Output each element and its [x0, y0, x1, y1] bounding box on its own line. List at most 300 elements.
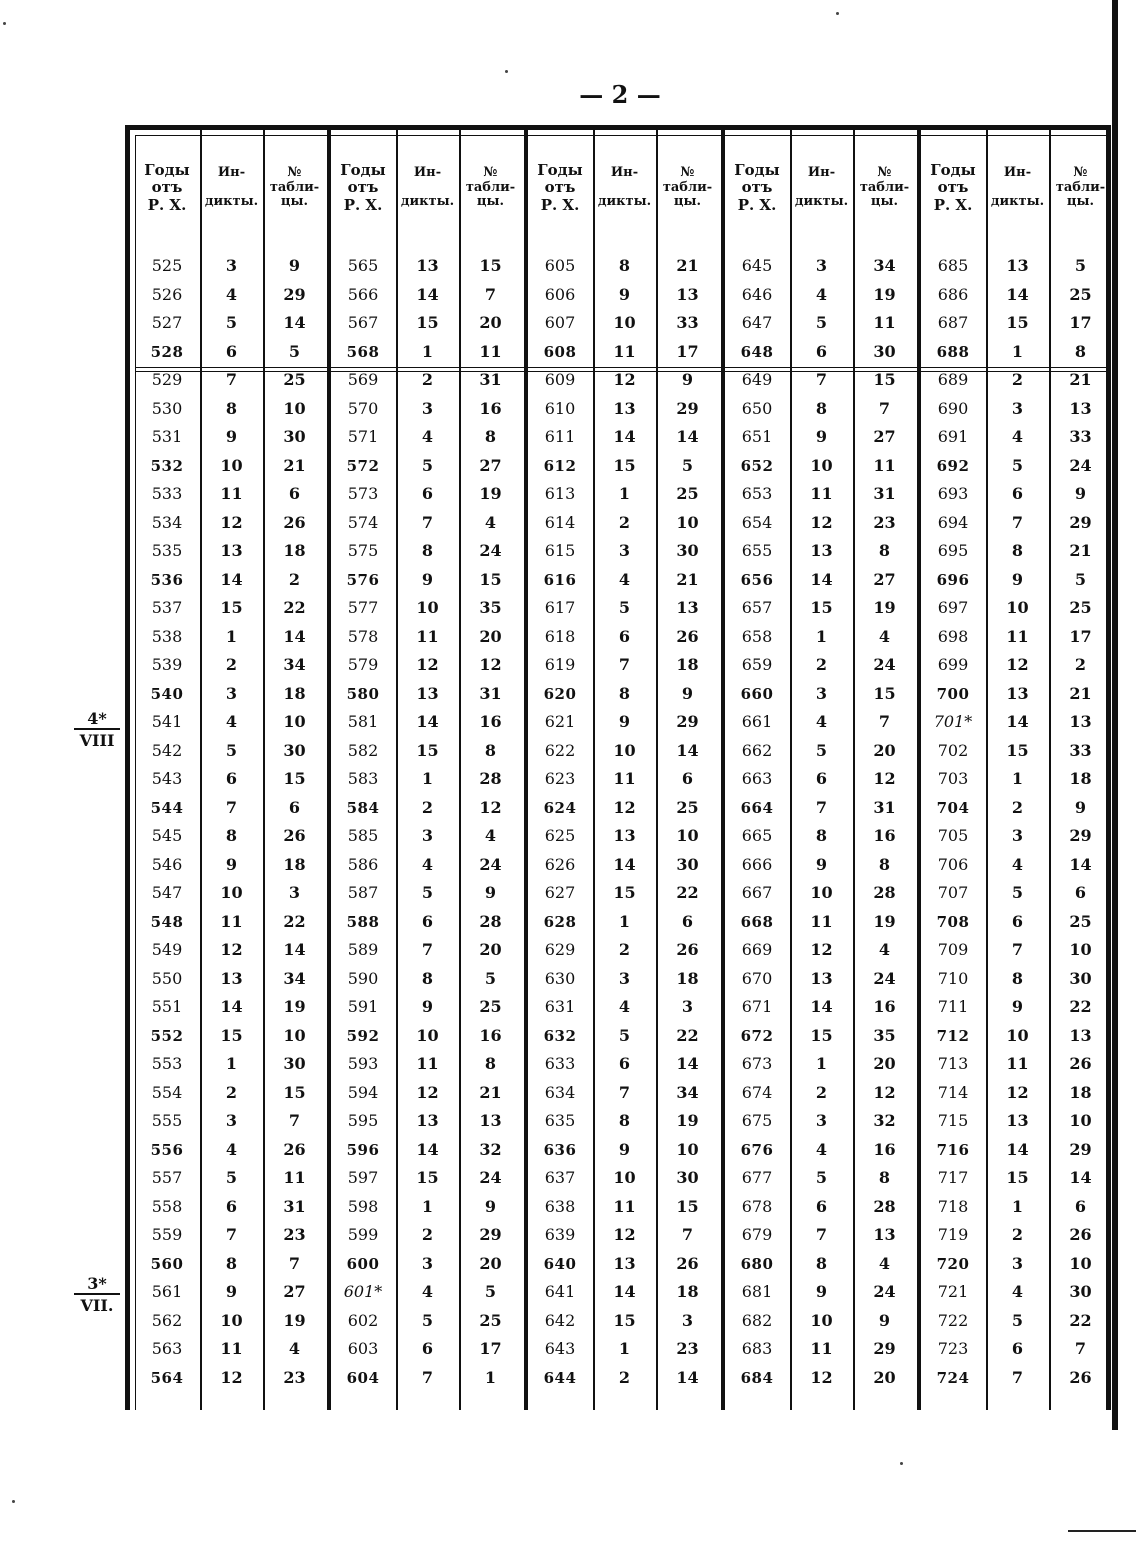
year-cell: 548 [150, 912, 184, 931]
year-cell: 620 [543, 684, 577, 703]
year-cell: 657 [741, 598, 773, 617]
year-cell: 565 [347, 256, 379, 275]
year-cell: 661 [741, 712, 773, 731]
table-number-cell: 14 [1069, 1168, 1092, 1187]
table-number-cell: 33 [1069, 427, 1092, 446]
year-cell: 628 [543, 912, 577, 931]
indiction-cell: 13 [1006, 1111, 1029, 1130]
year-cell: 638 [544, 1196, 576, 1216]
year-cell: 528 [150, 342, 184, 361]
indiction-cell: 3 [421, 398, 434, 418]
table-number-cell: 16 [873, 997, 896, 1016]
table-number-cell: 16 [873, 826, 896, 845]
year-cell: 552 [150, 1026, 184, 1045]
year-cell: 679 [741, 1225, 773, 1244]
year-cell: 623 [544, 769, 576, 788]
year-cell: 535 [151, 541, 183, 560]
year-cell: 559 [151, 1225, 183, 1244]
indiction-cell: 12 [613, 797, 636, 817]
table-number-cell: 20 [479, 626, 502, 646]
indiction-cell: 12 [1006, 1082, 1029, 1102]
indiction-cell: 3 [618, 968, 631, 988]
year-cell: 578 [347, 626, 379, 646]
table-number-cell: 30 [873, 341, 896, 361]
table-number-cell: 26 [1069, 1367, 1092, 1387]
table-number-cell: 12 [479, 797, 502, 817]
indiction-cell: 11 [613, 1196, 636, 1216]
year-cell: 723 [937, 1339, 969, 1358]
indiction-cell: 3 [815, 683, 828, 703]
indiction-cell: 8 [815, 826, 828, 845]
indiction-cell: 9 [618, 284, 631, 304]
year-cell: 549 [151, 940, 183, 959]
year-cell: 615 [544, 541, 576, 560]
indiction-cell: 4 [618, 569, 631, 589]
indiction-cell: 3 [1011, 826, 1024, 845]
table-number-cell: 30 [1069, 1282, 1092, 1301]
year-cell: 719 [937, 1225, 969, 1244]
table-number-cell: 18 [676, 1282, 699, 1301]
indiction-cell: 7 [1011, 512, 1024, 532]
table-number-cell: 21 [676, 256, 699, 275]
indiction-cell: 15 [416, 740, 439, 760]
year-cell: 721 [937, 1282, 969, 1301]
indiction-cell: 5 [815, 740, 828, 760]
indiction-cell: 10 [613, 313, 636, 332]
indiction-cell: 13 [220, 968, 243, 988]
year-cell: 703 [937, 769, 969, 788]
year-cell: 647 [741, 313, 773, 332]
table-number-cell: 22 [1069, 1310, 1092, 1330]
indiction-cell: 1 [618, 911, 631, 931]
year-cell: 614 [544, 512, 576, 532]
indiction-cell: 11 [810, 484, 833, 503]
indiction-cell: 13 [810, 541, 833, 560]
table-number-cell: 14 [283, 313, 306, 332]
indiction-cell: 6 [618, 626, 631, 646]
table-number-cell: 20 [479, 313, 502, 332]
year-cell: 541 [151, 712, 183, 731]
indiction-cell: 14 [416, 1139, 439, 1159]
table-number-cell: 9 [288, 256, 301, 275]
indiction-cell: 6 [421, 1339, 434, 1358]
year-cell: 530 [151, 398, 183, 418]
year-cell: 571 [347, 427, 379, 446]
table-number-cell: 30 [283, 1054, 306, 1073]
table-number-cell: 10 [283, 1025, 306, 1045]
year-cell: 649 [741, 370, 773, 389]
table-number-cell: 35 [479, 598, 502, 617]
indiction-cell: 1 [421, 1196, 434, 1216]
table-number-cell: 8 [878, 541, 891, 560]
year-cell: 676 [740, 1140, 774, 1159]
year-cell: 531 [151, 427, 183, 446]
table-number-cell: 5 [288, 341, 301, 361]
indiction-cell: 6 [421, 484, 434, 503]
table-number-cell: 6 [681, 769, 694, 788]
table-number-cell: 8 [484, 740, 497, 760]
indiction-cell: 9 [421, 569, 434, 589]
year-cell: 672 [740, 1026, 774, 1045]
year-cell: 554 [151, 1082, 183, 1102]
indiction-cell: 7 [1011, 1367, 1024, 1387]
year-cell: 646 [741, 284, 773, 304]
year-cell: 641 [544, 1282, 576, 1301]
year-cell: 632 [543, 1026, 577, 1045]
indiction-cell: 9 [618, 1139, 631, 1159]
indiction-cell: 2 [1011, 797, 1024, 817]
indiction-cell: 11 [1006, 1054, 1029, 1073]
year-cell: 718 [937, 1196, 969, 1216]
year-cell: 567 [347, 313, 379, 332]
indiction-cell: 5 [815, 1168, 828, 1187]
year-cell: 610 [544, 398, 576, 418]
indiction-cell: 2 [421, 1225, 434, 1244]
table-number-cell: 13 [1069, 712, 1092, 731]
indiction-cell: 14 [613, 1282, 636, 1301]
indiction-cell: 3 [421, 826, 434, 845]
year-cell: 581 [347, 712, 379, 731]
table-number-cell: 29 [479, 1225, 502, 1244]
indiction-cell: 5 [421, 883, 434, 902]
table-number-cell: 24 [479, 1168, 502, 1187]
table-number-cell: 28 [479, 769, 502, 788]
indiction-cell: 10 [810, 1310, 833, 1330]
indiction-cell: 13 [1006, 256, 1029, 275]
table-number-cell: 15 [676, 1196, 699, 1216]
indiction-cell: 11 [416, 626, 439, 646]
year-cell: 532 [150, 456, 184, 475]
column-header-table-no: № табли- цы. [1055, 164, 1106, 210]
table-number-cell: 30 [676, 854, 699, 874]
year-cell: 651 [741, 427, 773, 446]
table-number-cell: 18 [283, 683, 306, 703]
table-number-cell: 22 [1069, 997, 1092, 1016]
year-cell: 654 [741, 512, 773, 532]
indiction-cell: 15 [1006, 313, 1029, 332]
indiction-cell: 7 [618, 655, 631, 674]
indiction-cell: 1 [225, 626, 238, 646]
binding-edge-line [1112, 0, 1118, 1430]
indiction-cell: 1 [421, 769, 434, 788]
table-number-cell: 17 [1069, 626, 1092, 646]
indiction-cell: 8 [815, 1253, 828, 1273]
indiction-cell: 12 [810, 512, 833, 532]
indiction-cell: 12 [220, 1367, 243, 1387]
indiction-cell: 10 [220, 1310, 243, 1330]
indiction-cell: 7 [618, 1082, 631, 1102]
year-cell: 582 [347, 740, 379, 760]
table-number-cell: 31 [873, 797, 896, 817]
year-cell: 669 [741, 940, 773, 959]
year-cell: 616 [543, 570, 577, 589]
year-cell: 689 [937, 370, 969, 389]
indiction-cell: 11 [810, 1339, 833, 1358]
table-number-cell: 26 [283, 1139, 306, 1159]
year-cell: 568 [346, 342, 380, 361]
year-cell: 694 [937, 512, 969, 532]
table-number-cell: 16 [479, 1025, 502, 1045]
indiction-cell: 7 [1011, 940, 1024, 959]
table-number-cell: 20 [479, 1253, 502, 1273]
indiction-cell: 15 [416, 313, 439, 332]
year-cell: 527 [151, 313, 183, 332]
indiction-cell: 12 [810, 940, 833, 959]
year-cell: 586 [347, 854, 379, 874]
year-cell: 595 [347, 1111, 379, 1130]
indiction-cell: 8 [225, 398, 238, 418]
column-header-indictions: Ин- дикты. [794, 164, 849, 210]
indiction-cell: 5 [225, 313, 238, 332]
table-number-cell: 25 [676, 797, 699, 817]
indiction-cell: 14 [810, 569, 833, 589]
indiction-cell: 2 [618, 1367, 631, 1387]
table-number-cell: 8 [878, 854, 891, 874]
table-number-cell: 11 [479, 341, 502, 361]
indiction-cell: 10 [220, 455, 243, 475]
year-cell: 686 [937, 284, 969, 304]
indiction-cell: 6 [815, 1196, 828, 1216]
year-cell: 560 [150, 1254, 184, 1273]
indiction-cell: 8 [225, 826, 238, 845]
indiction-cell: 1 [618, 1339, 631, 1358]
table-number-cell: 19 [873, 284, 896, 304]
indiction-cell: 9 [1011, 997, 1024, 1016]
indiction-cell: 1 [421, 341, 434, 361]
year-cell: 684 [740, 1368, 774, 1387]
year-cell: 618 [544, 626, 576, 646]
table-number-cell: 8 [484, 1054, 497, 1073]
indiction-cell: 11 [220, 1339, 243, 1358]
year-cell: 599 [347, 1225, 379, 1244]
table-number-cell: 3 [681, 997, 694, 1016]
year-cell: 692 [936, 456, 970, 475]
table-number-cell: 34 [283, 655, 306, 674]
year-cell: 575 [347, 541, 379, 560]
year-cell: 606 [544, 284, 576, 304]
indiction-cell: 3 [815, 1111, 828, 1130]
year-cell: 561 [151, 1282, 183, 1301]
indiction-cell: 5 [421, 1310, 434, 1330]
indiction-cell: 3 [1011, 1253, 1024, 1273]
table-number-cell: 26 [1069, 1054, 1092, 1073]
indiction-cell: 8 [815, 398, 828, 418]
table-number-cell: 18 [676, 655, 699, 674]
indiction-cell: 14 [1006, 284, 1029, 304]
indiction-cell: 1 [618, 484, 631, 503]
year-cell: 695 [937, 541, 969, 560]
table-number-cell: 20 [479, 940, 502, 959]
table-number-cell: 28 [479, 911, 502, 931]
year-cell: 608 [543, 342, 577, 361]
year-cell: 555 [151, 1111, 183, 1130]
page-number: — 2 — [579, 80, 661, 109]
indiction-cell: 6 [225, 769, 238, 788]
year-cell: 526 [151, 284, 183, 304]
indiction-cell: 4 [815, 712, 828, 731]
year-cell: 710 [937, 968, 969, 988]
year-cell: 708 [936, 912, 970, 931]
year-cell: 588 [346, 912, 380, 931]
year-cell: 704 [936, 798, 970, 817]
indiction-cell: 9 [225, 1282, 238, 1301]
year-cell: 653 [741, 484, 773, 503]
indiction-cell: 13 [810, 968, 833, 988]
margin-note [74, 1275, 120, 1314]
table-number-cell: 19 [873, 598, 896, 617]
table-number-cell: 31 [873, 484, 896, 503]
year-cell: 583 [347, 769, 379, 788]
table-number-cell: 23 [873, 512, 896, 532]
indiction-cell: 4 [1011, 427, 1024, 446]
indiction-cell: 11 [416, 1054, 439, 1073]
table-number-cell: 23 [676, 1339, 699, 1358]
year-cell: 656 [740, 570, 774, 589]
column-header-years: Годы отъ Р. Х. [930, 161, 976, 214]
indiction-cell: 5 [618, 1025, 631, 1045]
indiction-cell: 14 [416, 712, 439, 731]
year-cell: 667 [741, 883, 773, 902]
indiction-cell: 15 [416, 1168, 439, 1187]
year-cell: 635 [544, 1111, 576, 1130]
indiction-cell: 1 [1011, 1196, 1024, 1216]
indiction-cell: 3 [225, 256, 238, 275]
year-cell: 569 [347, 370, 379, 389]
indiction-cell: 13 [613, 1253, 636, 1273]
year-cell: 551 [151, 997, 183, 1016]
year-cell: 613 [544, 484, 576, 503]
table-number-cell: 12 [479, 655, 502, 674]
year-cell: 594 [347, 1082, 379, 1102]
table-number-cell: 15 [873, 370, 896, 389]
year-cell: 589 [347, 940, 379, 959]
table-number-cell: 7 [484, 284, 497, 304]
year-cell: 633 [544, 1054, 576, 1073]
indiction-cell: 14 [810, 997, 833, 1016]
table-number-cell: 29 [676, 398, 699, 418]
year-cell: 697 [937, 598, 969, 617]
indiction-cell: 4 [1011, 1282, 1024, 1301]
table-number-cell: 5 [681, 455, 694, 475]
year-cell: 674 [741, 1082, 773, 1102]
indiction-cell: 14 [1006, 1139, 1029, 1159]
table-number-cell: 13 [1069, 1025, 1092, 1045]
year-cell: 678 [741, 1196, 773, 1216]
year-cell: 665 [741, 826, 773, 845]
indiction-cell: 6 [618, 1054, 631, 1073]
indiction-cell: 15 [810, 1025, 833, 1045]
table-number-cell: 15 [479, 569, 502, 589]
indiction-cell: 4 [225, 712, 238, 731]
table-number-cell: 13 [676, 284, 699, 304]
indiction-cell: 14 [1006, 712, 1029, 731]
indiction-cell: 11 [613, 769, 636, 788]
indiction-cell: 12 [613, 1225, 636, 1244]
indiction-cell: 3 [1011, 398, 1024, 418]
table-number-cell: 28 [873, 883, 896, 902]
indiction-cell: 10 [810, 883, 833, 902]
indiction-cell: 4 [421, 427, 434, 446]
year-cell: 570 [347, 398, 379, 418]
indiction-cell: 13 [220, 541, 243, 560]
table-number-cell: 25 [283, 370, 306, 389]
table-number-cell: 8 [878, 1168, 891, 1187]
year-cell: 529 [151, 370, 183, 389]
indiction-cell: 7 [815, 1225, 828, 1244]
indiction-cell: 4 [225, 284, 238, 304]
year-cell: 707 [937, 883, 969, 902]
year-cell: 587 [347, 883, 379, 902]
indiction-cell: 10 [416, 598, 439, 617]
year-cell: 630 [544, 968, 576, 988]
indiction-cell: 3 [225, 683, 238, 703]
indiction-cell: 11 [220, 484, 243, 503]
table-number-cell: 33 [676, 313, 699, 332]
table-number-cell: 5 [484, 968, 497, 988]
indiction-cell: 10 [1006, 598, 1029, 617]
table-number-cell: 9 [878, 1310, 891, 1330]
table-number-cell: 21 [1069, 541, 1092, 560]
year-cell: 668 [740, 912, 774, 931]
year-cell: 539 [151, 655, 183, 674]
column-header-table-no: № табли- цы. [859, 164, 910, 210]
table-number-cell: 6 [681, 911, 694, 931]
year-cell: 553 [151, 1054, 183, 1073]
year-cell: 693 [937, 484, 969, 503]
table-number-cell: 30 [283, 740, 306, 760]
indiction-cell: 7 [421, 512, 434, 532]
table-number-cell: 26 [676, 626, 699, 646]
year-cell: 611 [544, 427, 576, 446]
indiction-cell: 15 [220, 1025, 243, 1045]
table-number-cell: 19 [676, 1111, 699, 1130]
indiction-cell: 13 [416, 256, 439, 275]
year-cell: 717 [937, 1168, 969, 1187]
table-number-cell: 20 [873, 1367, 896, 1387]
indiction-cell: 2 [815, 655, 828, 674]
year-cell: 580 [346, 684, 380, 703]
table-number-cell: 18 [1069, 1082, 1092, 1102]
table-number-cell: 18 [283, 854, 306, 874]
year-cell: 677 [741, 1168, 773, 1187]
indiction-cell: 1 [815, 1054, 828, 1073]
year-cell: 642 [544, 1310, 576, 1330]
table-number-cell: 17 [1069, 313, 1092, 332]
table-number-cell: 7 [681, 1225, 694, 1244]
indiction-cell: 14 [416, 284, 439, 304]
column-header-table-no: № табли- цы. [269, 164, 320, 210]
table-number-cell: 30 [283, 427, 306, 446]
column-header-indictions: Ин- дикты. [400, 164, 455, 210]
table-number-cell: 25 [1069, 598, 1092, 617]
indiction-cell: 13 [416, 1111, 439, 1130]
indiction-cell: 1 [1011, 341, 1024, 361]
indiction-cell: 15 [613, 1310, 636, 1330]
year-cell: 683 [741, 1339, 773, 1358]
year-cell: 645 [741, 256, 773, 275]
year-cell: 617 [544, 598, 576, 617]
indiction-cell: 15 [1006, 1168, 1029, 1187]
table-number-cell: 5 [484, 1282, 497, 1301]
table-number-cell: 32 [873, 1111, 896, 1130]
column-header-years: Годы отъ Р. Х. [734, 161, 780, 214]
table-number-cell: 10 [283, 712, 306, 731]
year-cell: 627 [544, 883, 576, 902]
table-number-cell: 5 [1074, 256, 1087, 275]
indiction-cell: 4 [815, 1139, 828, 1159]
table-number-cell: 13 [676, 598, 699, 617]
indiction-cell: 2 [225, 1082, 238, 1102]
